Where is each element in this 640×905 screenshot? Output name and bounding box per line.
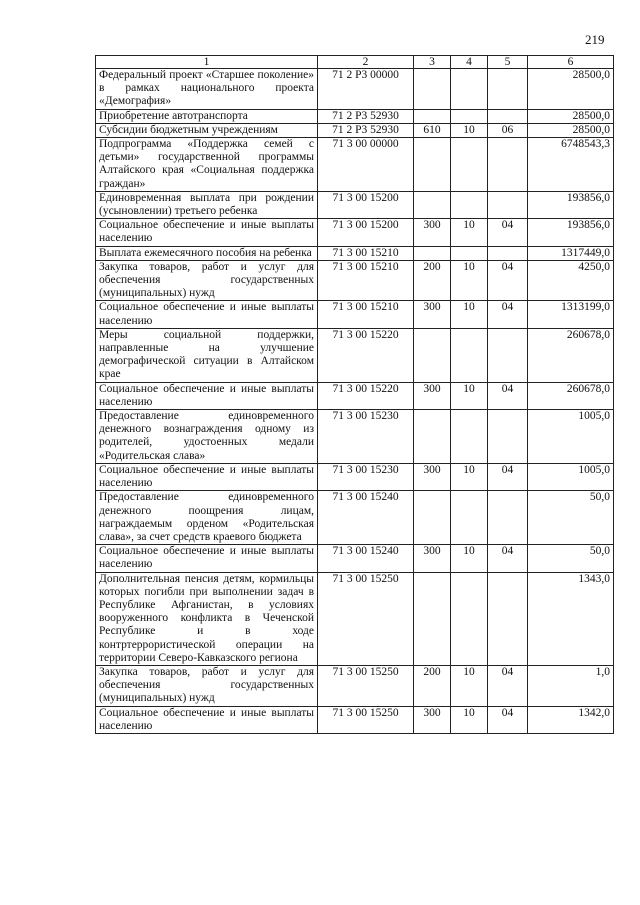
target-code-cell: 71 3 00 15200 [318, 191, 414, 218]
expense-type-cell: 300 [414, 301, 451, 328]
item-name-cell: Социальное обеспечение и иные выплаты населению [96, 706, 318, 733]
table-row [96, 123, 614, 137]
target-code-cell: 71 3 00 15210 [318, 246, 414, 260]
amount-cell: 1005,0 [528, 410, 614, 464]
table-row [96, 665, 614, 706]
item-name-cell: Социальное обеспечение и иные выплаты населению [96, 463, 318, 490]
subsection-code-cell [488, 491, 528, 545]
section-code-cell [451, 109, 488, 123]
target-code-cell: 71 3 00 15210 [318, 260, 414, 301]
item-name-cell: Социальное обеспечение и иные выплаты населению [96, 382, 318, 409]
expense-type-cell [414, 572, 451, 665]
expense-type-cell [414, 138, 451, 192]
section-code-cell [451, 138, 488, 192]
section-code-cell: 10 [451, 301, 488, 328]
target-code-cell: 71 3 00 15230 [318, 463, 414, 490]
table-row [96, 572, 614, 665]
table-row [96, 246, 614, 260]
section-code-cell: 10 [451, 545, 488, 572]
column-header: 3 [414, 56, 451, 69]
subsection-code-cell: 04 [488, 301, 528, 328]
table-row [96, 219, 614, 246]
target-code-cell: 71 3 00 15210 [318, 301, 414, 328]
target-code-cell: 71 3 00 15250 [318, 572, 414, 665]
table-row [96, 463, 614, 490]
item-name-cell: Социальное обеспечение и иные выплаты населению [96, 301, 318, 328]
budget-table [95, 55, 614, 734]
expense-type-cell: 300 [414, 545, 451, 572]
target-code-cell: 71 2 P3 52930 [318, 123, 414, 137]
subsection-code-cell: 04 [488, 665, 528, 706]
header-row [96, 56, 614, 69]
target-code-cell: 71 3 00 15220 [318, 328, 414, 382]
subsection-code-cell [488, 328, 528, 382]
subsection-code-cell: 04 [488, 545, 528, 572]
section-code-cell [451, 246, 488, 260]
amount-cell: 1317449,0 [528, 246, 614, 260]
table-row [96, 69, 614, 110]
target-code-cell: 71 3 00 15250 [318, 665, 414, 706]
amount-cell: 6748543,3 [528, 138, 614, 192]
subsection-code-cell [488, 69, 528, 110]
amount-cell: 193856,0 [528, 191, 614, 218]
table-row [96, 260, 614, 301]
column-header: 1 [96, 56, 318, 69]
expense-type-cell [414, 246, 451, 260]
subsection-code-cell: 04 [488, 463, 528, 490]
item-name-cell: Выплата ежемесячного пособия на ребенка [96, 246, 318, 260]
page-number: 219 [585, 32, 605, 47]
item-name-cell: Меры социальной поддержки, направленные на улучшение демографической ситуации в Алтайском крае [96, 328, 318, 382]
subsection-code-cell [488, 109, 528, 123]
section-code-cell [451, 69, 488, 110]
target-code-cell: 71 3 00 15220 [318, 382, 414, 409]
section-code-cell: 10 [451, 219, 488, 246]
table-row [96, 545, 614, 572]
item-name-cell: Предоставление единовременного денежного поощрения лицам, награждаемым орденом «Родительская слава», за счет средств краевого бюджета [96, 491, 318, 545]
subsection-code-cell: 06 [488, 123, 528, 137]
section-code-cell [451, 410, 488, 464]
amount-cell: 1343,0 [528, 572, 614, 665]
item-name-cell: Единовременная выплата при рождении (усыновлении) третьего ребенка [96, 191, 318, 218]
section-code-cell [451, 191, 488, 218]
amount-cell: 28500,0 [528, 109, 614, 123]
amount-cell: 50,0 [528, 491, 614, 545]
expense-type-cell [414, 69, 451, 110]
section-code-cell: 10 [451, 260, 488, 301]
target-code-cell: 71 3 00 15230 [318, 410, 414, 464]
item-name-cell: Предоставление единовременного денежного вознаграждения одному из родителей, удостоенных медали «Родительская слава» [96, 410, 318, 464]
expense-type-cell: 300 [414, 706, 451, 733]
section-code-cell: 10 [451, 123, 488, 137]
expense-type-cell: 300 [414, 463, 451, 490]
column-header: 6 [528, 56, 614, 69]
subsection-code-cell [488, 410, 528, 464]
subsection-code-cell [488, 572, 528, 665]
target-code-cell: 71 3 00 15240 [318, 545, 414, 572]
item-name-cell: Федеральный проект «Старшее поколение» в рамках национального проекта «Демография» [96, 69, 318, 110]
item-name-cell: Социальное обеспечение и иные выплаты населению [96, 219, 318, 246]
section-code-cell: 10 [451, 382, 488, 409]
table-row [96, 191, 614, 218]
subsection-code-cell: 04 [488, 260, 528, 301]
item-name-cell: Приобретение автотранспорта [96, 109, 318, 123]
amount-cell: 50,0 [528, 545, 614, 572]
subsection-code-cell: 04 [488, 382, 528, 409]
column-header: 5 [488, 56, 528, 69]
expense-type-cell: 200 [414, 260, 451, 301]
amount-cell: 1005,0 [528, 463, 614, 490]
section-code-cell: 10 [451, 463, 488, 490]
subsection-code-cell [488, 246, 528, 260]
target-code-cell: 71 3 00 15240 [318, 491, 414, 545]
expense-type-cell [414, 191, 451, 218]
amount-cell: 4250,0 [528, 260, 614, 301]
subsection-code-cell [488, 138, 528, 192]
expense-type-cell: 300 [414, 382, 451, 409]
amount-cell: 260678,0 [528, 382, 614, 409]
expense-type-cell: 200 [414, 665, 451, 706]
expense-type-cell [414, 109, 451, 123]
section-code-cell [451, 328, 488, 382]
expense-type-cell: 610 [414, 123, 451, 137]
subsection-code-cell: 04 [488, 219, 528, 246]
column-header: 2 [318, 56, 414, 69]
table-row [96, 410, 614, 464]
expense-type-cell [414, 491, 451, 545]
section-code-cell: 10 [451, 706, 488, 733]
expense-type-cell: 300 [414, 219, 451, 246]
column-header: 4 [451, 56, 488, 69]
amount-cell: 260678,0 [528, 328, 614, 382]
expense-type-cell [414, 328, 451, 382]
amount-cell: 193856,0 [528, 219, 614, 246]
target-code-cell: 71 2 P3 52930 [318, 109, 414, 123]
table-row [96, 382, 614, 409]
item-name-cell: Дополнительная пенсия детям, кормильцы которых погибли при выполнении задач в Республике Афганистан, в условиях вооруженного конфликта в Чеченской Республике и в ходе контртеррористической операции на территории Северо-Кавказского региона [96, 572, 318, 665]
amount-cell: 28500,0 [528, 69, 614, 110]
amount-cell: 1342,0 [528, 706, 614, 733]
table-row [96, 491, 614, 545]
table-row [96, 328, 614, 382]
section-code-cell [451, 572, 488, 665]
target-code-cell: 71 3 00 15250 [318, 706, 414, 733]
subsection-code-cell [488, 191, 528, 218]
subsection-code-cell: 04 [488, 706, 528, 733]
target-code-cell: 71 3 00 15200 [318, 219, 414, 246]
amount-cell: 28500,0 [528, 123, 614, 137]
item-name-cell: Закупка товаров, работ и услуг для обеспечения государственных (муниципальных) нужд [96, 260, 318, 301]
item-name-cell: Субсидии бюджетным учреждениям [96, 123, 318, 137]
table-row [96, 138, 614, 192]
table-row [96, 706, 614, 733]
expense-type-cell [414, 410, 451, 464]
target-code-cell: 71 3 00 00000 [318, 138, 414, 192]
item-name-cell: Социальное обеспечение и иные выплаты населению [96, 545, 318, 572]
target-code-cell: 71 2 P3 00000 [318, 69, 414, 110]
item-name-cell: Подпрограмма «Поддержка семей с детьми» государственной программы Алтайского края «Социальная поддержка граждан» [96, 138, 318, 192]
section-code-cell [451, 491, 488, 545]
amount-cell: 1313199,0 [528, 301, 614, 328]
section-code-cell: 10 [451, 665, 488, 706]
table-row [96, 301, 614, 328]
item-name-cell: Закупка товаров, работ и услуг для обеспечения государственных (муниципальных) нужд [96, 665, 318, 706]
amount-cell: 1,0 [528, 665, 614, 706]
table-row [96, 109, 614, 123]
